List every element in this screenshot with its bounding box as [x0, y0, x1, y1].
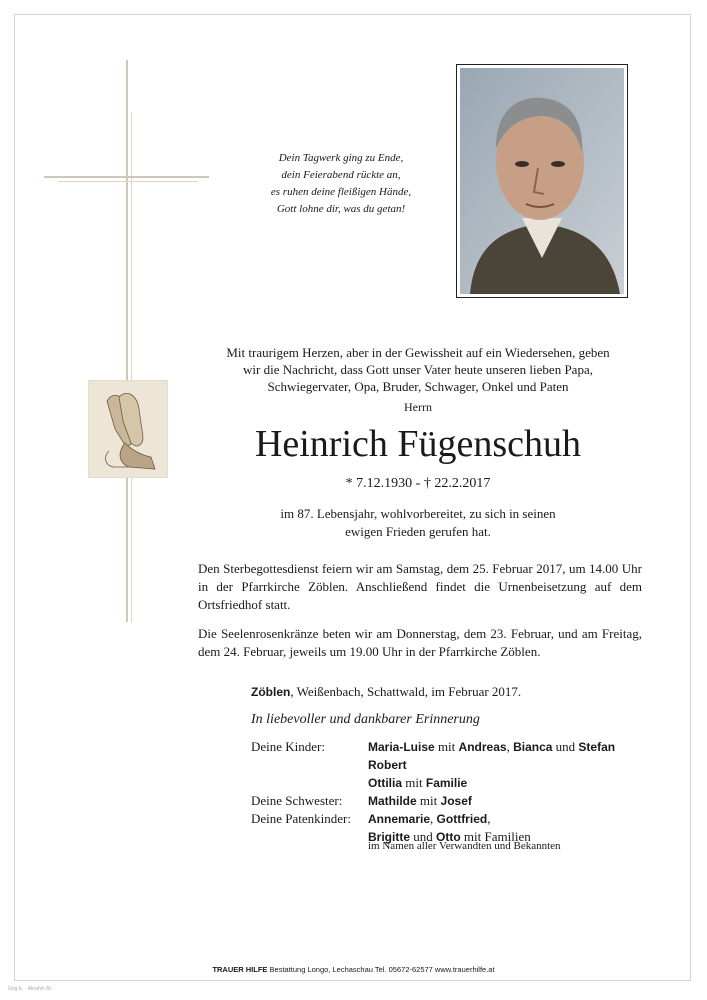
- age-line: ewigen Frieden gerufen hat.: [345, 524, 491, 539]
- place-town: Zöblen: [251, 685, 291, 699]
- relatives-note: im Namen aller Verwandten und Bekannten: [368, 840, 561, 852]
- sister-row: [251, 792, 641, 810]
- survivor-name: Mathilde: [368, 794, 417, 808]
- poem-line: es ruhen deine fleißigen Hände,: [270, 186, 412, 198]
- place-rest: , Weißenbach, Schattwald, im Februar 2017.: [290, 684, 522, 699]
- intro-line: Mit traurigem Herzen, aber in der Gewissheit auf ein Wiedersehen, geben: [226, 345, 610, 360]
- place-date-line: [251, 684, 521, 700]
- survivor-name: Maria-Luise: [368, 740, 435, 754]
- survivor-name: Bianca: [513, 740, 553, 754]
- survivor-name: Brigitte: [368, 830, 410, 844]
- children-label: Deine Kinder:: [251, 739, 326, 754]
- funeral-service-text: Den Sterbegottesdienst feiern wir am Samstag, dem 25. Februar 2017, um 14.00 Uhr in der Pfarrkirche Zöblen. Anschließend findet die Urnenbeisetzung auf dem Ortsfriedhof statt.: [198, 561, 642, 612]
- poem-line: Dein Tagwerk ging zu Ende,: [278, 152, 404, 164]
- footer-text: Bestattung Longo, Lechaschau Tel. 05672-62577 www.trauerhilfe.at: [267, 965, 495, 974]
- age-text: [198, 505, 638, 541]
- poem: [236, 150, 446, 218]
- intro-line: wir die Nachricht, dass Gott unser Vater heute unseren lieben Papa,: [243, 362, 593, 377]
- connector: mit: [402, 775, 426, 790]
- survivors-list: [251, 738, 641, 846]
- connector: und: [552, 739, 579, 754]
- children-row: [251, 738, 641, 792]
- survivor-name: Familie: [425, 776, 468, 790]
- memory-line: In liebevoller und dankbarer Erinnerung: [251, 712, 480, 727]
- survivor-name: Josef: [440, 794, 472, 808]
- connector: ,: [430, 811, 437, 826]
- connector: ,: [487, 811, 491, 826]
- connector: und: [410, 829, 436, 844]
- survivor-name: Gottfried: [436, 812, 488, 826]
- sister-label: Deine Schwester:: [251, 793, 343, 808]
- connector: mit: [416, 793, 441, 808]
- survivor-name: Annemarie: [368, 812, 431, 826]
- survivor-name: Andreas: [458, 740, 507, 754]
- poem-line: Gott lohne dir, was du getan!: [276, 203, 406, 215]
- godchildren-label: Deine Patenkinder:: [251, 811, 351, 826]
- connector: ,: [506, 739, 514, 754]
- intro-text: [198, 344, 638, 395]
- footer-brand: TRAUER HILFE: [212, 965, 268, 974]
- age-line: im 87. Lebensjahr, wohlvorbereitet, zu sich in seinen: [280, 506, 556, 521]
- credit-line: Grig E. - Akrahm Br.: [8, 986, 53, 992]
- connector: mit: [434, 739, 459, 754]
- survivor-name: Robert: [368, 758, 407, 772]
- intro-line: Schwiegervater, Opa, Bruder, Schwager, Onkel und Paten: [267, 379, 569, 394]
- children-names: [368, 738, 641, 792]
- praying-hands-image: [88, 380, 168, 478]
- survivor-name: Ottilia: [368, 776, 403, 790]
- life-dates: * 7.12.1930 - † 22.2.2017: [345, 476, 491, 491]
- connector: mit Familien: [460, 829, 531, 844]
- survivor-name: Otto: [436, 830, 461, 844]
- deceased-name: Heinrich Fügenschuh: [254, 423, 582, 465]
- rosary-text: Die Seelenrosenkränze beten wir am Donnerstag, dem 23. Februar, und am Freitag, dem 24. Februar, jeweils um 19.00 Uhr in der Pfarrkirche Zöblen.: [198, 626, 642, 659]
- survivor-name: Stefan: [578, 740, 616, 754]
- footer: [0, 965, 707, 974]
- salutation: Herrn: [404, 400, 432, 414]
- portrait-photo: [456, 64, 628, 298]
- sister-names: [368, 792, 641, 810]
- poem-line: dein Feierabend rückte an,: [281, 169, 401, 181]
